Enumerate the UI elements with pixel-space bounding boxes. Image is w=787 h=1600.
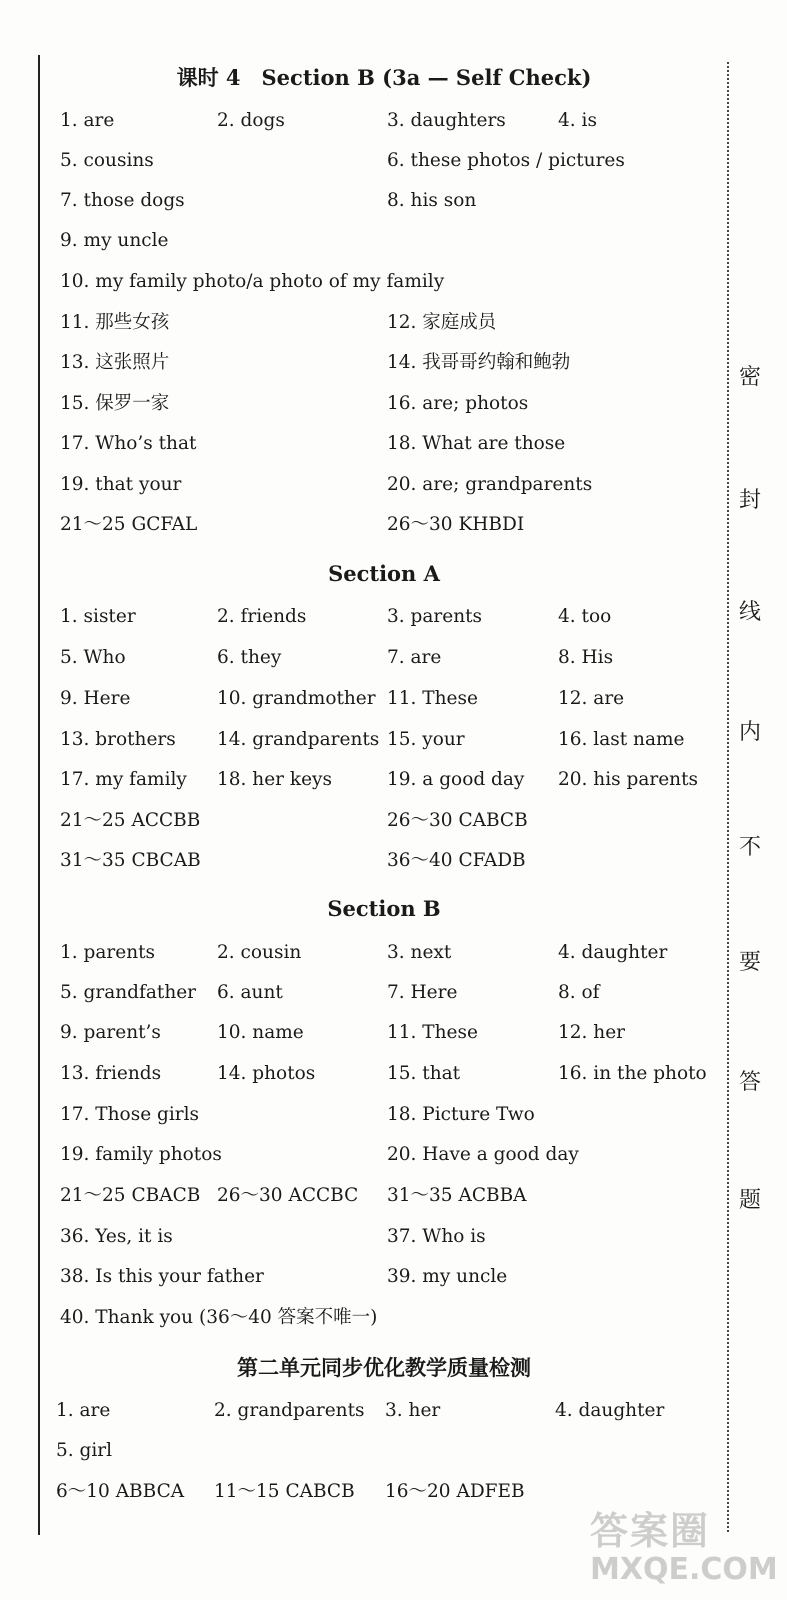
answer-item: 36. Yes, it is <box>60 1226 173 1247</box>
left-border-line <box>38 55 40 1535</box>
answer-item: 9. my uncle <box>60 230 169 251</box>
section-a-heading: Section A <box>328 561 440 586</box>
answer-item: 7. are <box>387 647 442 668</box>
watermark-cn: 答案圈 <box>590 1509 711 1553</box>
answer-item: 1. are <box>60 110 115 131</box>
answer-item: 19. family photos <box>60 1144 222 1165</box>
answer-item: 21～25 CBACB <box>60 1185 201 1206</box>
answer-item: 3. next <box>387 942 452 963</box>
answer-item: 6. they <box>217 647 282 668</box>
seal-char: 题 <box>738 1188 761 1213</box>
answer-item: 4. is <box>558 110 597 131</box>
answer-item: 17. Who’s that <box>60 433 197 454</box>
answer-item: 6. these photos / pictures <box>387 150 625 171</box>
answer-item: 3. her <box>385 1400 441 1421</box>
answer-item: 39. my uncle <box>387 1266 508 1287</box>
answer-item: 5. Who <box>60 647 126 668</box>
answer-item: 16. last name <box>558 729 685 750</box>
seal-char: 内 <box>738 720 761 745</box>
answer-item: 15. your <box>387 729 465 750</box>
answer-item: 1. are <box>56 1400 111 1421</box>
answer-item: 7. Here <box>387 982 458 1003</box>
answer-item: 7. those dogs <box>60 190 185 211</box>
answer-item: 37. Who is <box>387 1226 486 1247</box>
answer-item: 4. too <box>558 606 612 627</box>
answer-item: 3. parents <box>387 606 483 627</box>
answer-item: 1. sister <box>60 606 136 627</box>
seal-dotted-line <box>727 62 729 1532</box>
answer-item: 19. that your <box>60 474 182 495</box>
answer-item: 10. grandmother <box>217 688 376 709</box>
section-b-heading: Section B <box>327 896 441 921</box>
answer-item: 31～35 ACBBA <box>387 1185 527 1206</box>
answer-item: 9. parent’s <box>60 1022 161 1043</box>
answer-item: 16. in the photo <box>558 1063 707 1084</box>
answer-item: 20. his parents <box>558 769 699 790</box>
answer-item: 2. cousin <box>217 942 302 963</box>
answer-item: 40. Thank you (36～40 答案不唯一) <box>60 1307 378 1328</box>
answer-item: 11. 那些女孩 <box>60 312 170 333</box>
answer-item: 6. aunt <box>217 982 283 1003</box>
answer-item: 31～35 CBCAB <box>60 850 201 871</box>
answer-item: 2. grandparents <box>214 1400 365 1421</box>
answer-item: 36～40 CFADB <box>387 850 526 871</box>
answer-item: 12. are <box>558 688 625 709</box>
answer-item: 2. friends <box>217 606 307 627</box>
answer-item: 13. 这张照片 <box>60 352 170 373</box>
answer-item: 11～15 CABCB <box>214 1481 355 1502</box>
answer-item: 4. daughter <box>558 942 668 963</box>
answer-item: 1. parents <box>60 942 156 963</box>
answer-item: 3. daughters <box>387 110 506 131</box>
seal-char: 封 <box>738 488 761 513</box>
answer-item: 9. Here <box>60 688 131 709</box>
answer-item: 11. These <box>387 688 478 709</box>
answer-item: 26～30 CABCB <box>387 810 528 831</box>
seal-char: 不 <box>738 835 761 860</box>
answer-item: 38. Is this your father <box>60 1266 264 1287</box>
answer-item: 15. 保罗一家 <box>60 393 170 414</box>
answer-item: 6～10 ABBCA <box>56 1481 185 1502</box>
answer-item: 26～30 ACCBC <box>217 1185 359 1206</box>
answer-item: 8. of <box>558 982 600 1003</box>
answer-item: 17. my family <box>60 769 187 790</box>
watermark-logo <box>590 1500 780 1595</box>
answer-item: 8. his son <box>387 190 477 211</box>
answer-item: 16～20 ADFEB <box>385 1481 525 1502</box>
answer-item: 21～25 ACCBB <box>60 810 201 831</box>
answer-item: 5. cousins <box>60 150 154 171</box>
answer-item: 12. her <box>558 1022 626 1043</box>
answer-item: 5. grandfather <box>60 982 197 1003</box>
answer-item: 20. are; grandparents <box>387 474 593 495</box>
answer-item: 12. 家庭成员 <box>387 312 497 333</box>
answer-item: 18. Picture Two <box>387 1104 535 1125</box>
seal-char: 答 <box>738 1070 761 1095</box>
seal-char: 线 <box>738 600 761 625</box>
answer-item: 15. that <box>387 1063 461 1084</box>
answer-item: 2. dogs <box>217 110 285 131</box>
answer-item: 26～30 KHBDI <box>387 514 525 535</box>
unit-test-heading: 第二单元同步优化教学质量检测 <box>237 1355 531 1380</box>
answer-item: 4. daughter <box>555 1400 665 1421</box>
answer-item: 5. girl <box>56 1440 113 1461</box>
answer-item: 17. Those girls <box>60 1104 200 1125</box>
answer-item: 10. name <box>217 1022 304 1043</box>
seal-char: 要 <box>738 950 761 975</box>
answer-item: 18. What are those <box>387 433 566 454</box>
answer-item: 8. His <box>558 647 614 668</box>
answer-item: 14. grandparents <box>217 729 380 750</box>
answer-item: 16. are; photos <box>387 393 529 414</box>
answer-item: 18. her keys <box>217 769 332 790</box>
answer-item: 19. a good day <box>387 769 525 790</box>
answer-item: 14. photos <box>217 1063 316 1084</box>
answer-item: 13. friends <box>60 1063 162 1084</box>
answer-item: 10. my family photo/a photo of my family <box>60 271 445 292</box>
answer-item: 21～25 GCFAL <box>60 514 198 535</box>
lesson-heading: 课时 4 Section B (3a — Self Check) <box>176 65 592 90</box>
seal-char: 密 <box>738 365 761 390</box>
answer-item: 20. Have a good day <box>387 1144 579 1165</box>
answer-item: 11. These <box>387 1022 478 1043</box>
answer-item: 14. 我哥哥约翰和鲍勃 <box>387 352 571 373</box>
answer-item: 13. brothers <box>60 729 176 750</box>
watermark-en: MXQE.COM <box>590 1552 778 1587</box>
